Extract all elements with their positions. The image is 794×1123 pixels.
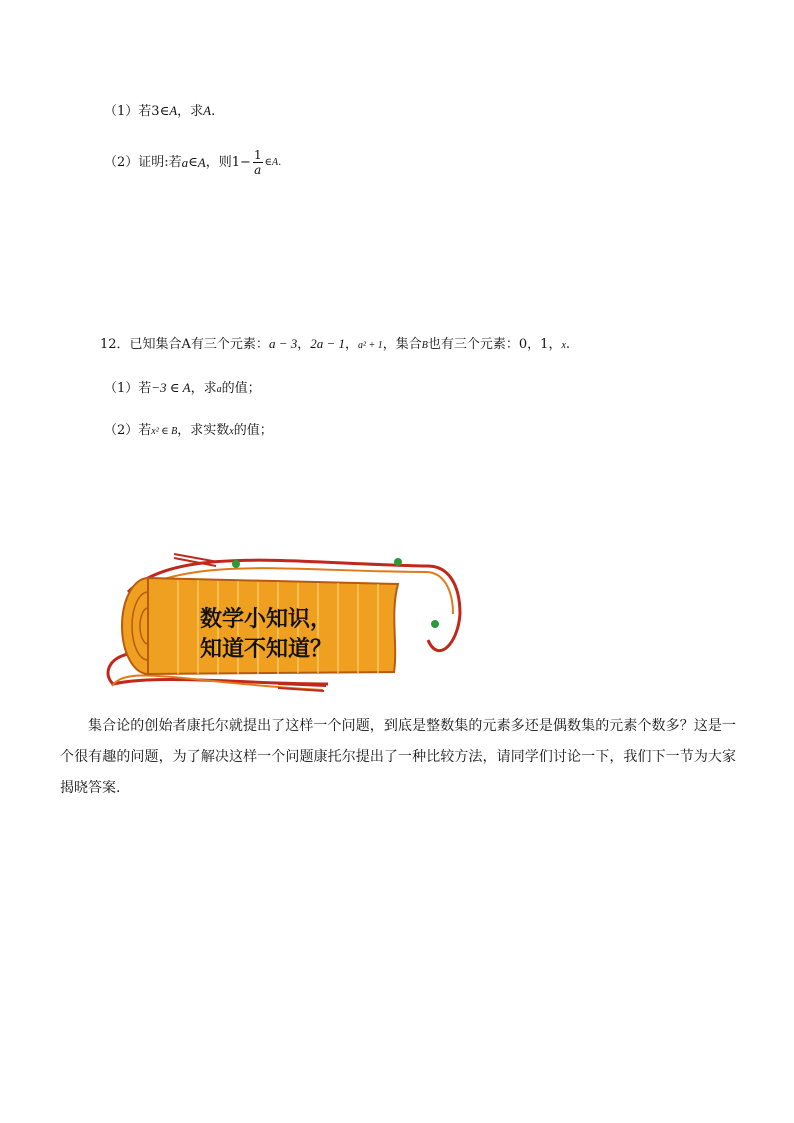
q11-part2-set: A — [197, 154, 206, 170]
q11-part2-end: . — [278, 156, 282, 168]
q11-part1-end: . — [211, 104, 216, 119]
q12-set-b: B — [421, 340, 428, 351]
scroll-text-line2: 知道不知道？ — [200, 637, 333, 662]
q12-part2-end: 的值； — [233, 423, 273, 438]
q12-title-prefix: 12．已知集合A有三个元素： — [100, 337, 269, 352]
q12-part2-var: x — [229, 426, 234, 437]
q11-part2-one: 1 — [231, 154, 241, 170]
q12-part1-expr: −3 ∈ A — [151, 380, 191, 395]
math-knowledge-scroll — [98, 544, 462, 696]
q12-element-3: a² + 1 — [358, 340, 383, 351]
tassel-bottom — [278, 684, 326, 691]
q12-element-1: a − 3 — [268, 336, 298, 351]
q12-part1-var: a — [216, 384, 222, 395]
q12-part2-tail: ，求实数 — [177, 423, 230, 438]
q12-part2-label: （2）若 — [104, 423, 152, 438]
q11-part1-set2: A — [203, 103, 212, 118]
q12-title — [100, 336, 570, 354]
q11-part2-set2: A — [271, 156, 279, 168]
q12-part1-label: （1）若 — [104, 381, 152, 396]
scroll-text-line1: 数学小知识， — [200, 607, 333, 632]
tassel-knot-2 — [394, 558, 402, 566]
q12-element-2: 2a − 1 — [310, 336, 346, 351]
q12-mid: ，集合 — [382, 337, 422, 352]
q12-mid2: 也有三个元素：0，1， — [427, 337, 562, 352]
q11-part1-elem: ∈ — [159, 104, 170, 119]
q11-part1 — [104, 103, 215, 120]
q11-part1-tail: ，求 — [177, 104, 204, 119]
q11-part2-tail: ，则 — [205, 154, 232, 170]
q11-part1-set: A — [169, 103, 178, 118]
q12-part2 — [104, 423, 273, 440]
q11-part2-label: （2）证明:若 — [104, 154, 182, 170]
q12-sep-2: ， — [345, 337, 359, 352]
q12-sep-1: ， — [297, 337, 311, 352]
q11-part2-elem2: ∈ — [264, 156, 272, 168]
q12-x: x — [561, 340, 566, 351]
q12-part2-expr: x² ∈ B — [151, 426, 178, 437]
q11-part2 — [104, 148, 281, 177]
q12-end: . — [565, 337, 571, 352]
fraction-denominator: a — [254, 163, 262, 177]
q11-part2-elem: ∈ — [188, 154, 198, 170]
knowledge-paragraph: 集合论的创始者康托尔就提出了这样一个问题，到底是整数集的元素多还是偶数集的元素个数多？这是一个很有趣的问题，为了解决这样一个问题康托尔提出了一种比较方法，请同学们讨论一下，我们下一节为大家揭晓答案. — [60, 718, 736, 796]
q12-part1 — [104, 380, 261, 398]
q11-part1-num: 3 — [151, 104, 160, 119]
q12-part1-tail: ，求 — [190, 381, 217, 396]
q11-part2-minus: − — [240, 154, 251, 170]
q12-part1-end: 的值； — [221, 381, 261, 396]
q11-part2-var: a — [181, 154, 189, 170]
tassel-knot-1 — [232, 560, 240, 568]
tassel-knot-3 — [431, 620, 439, 628]
q11-part2-fraction — [253, 148, 263, 177]
q11-part1-label: （1）若 — [104, 104, 152, 119]
fraction-numerator: 1 — [253, 148, 262, 162]
